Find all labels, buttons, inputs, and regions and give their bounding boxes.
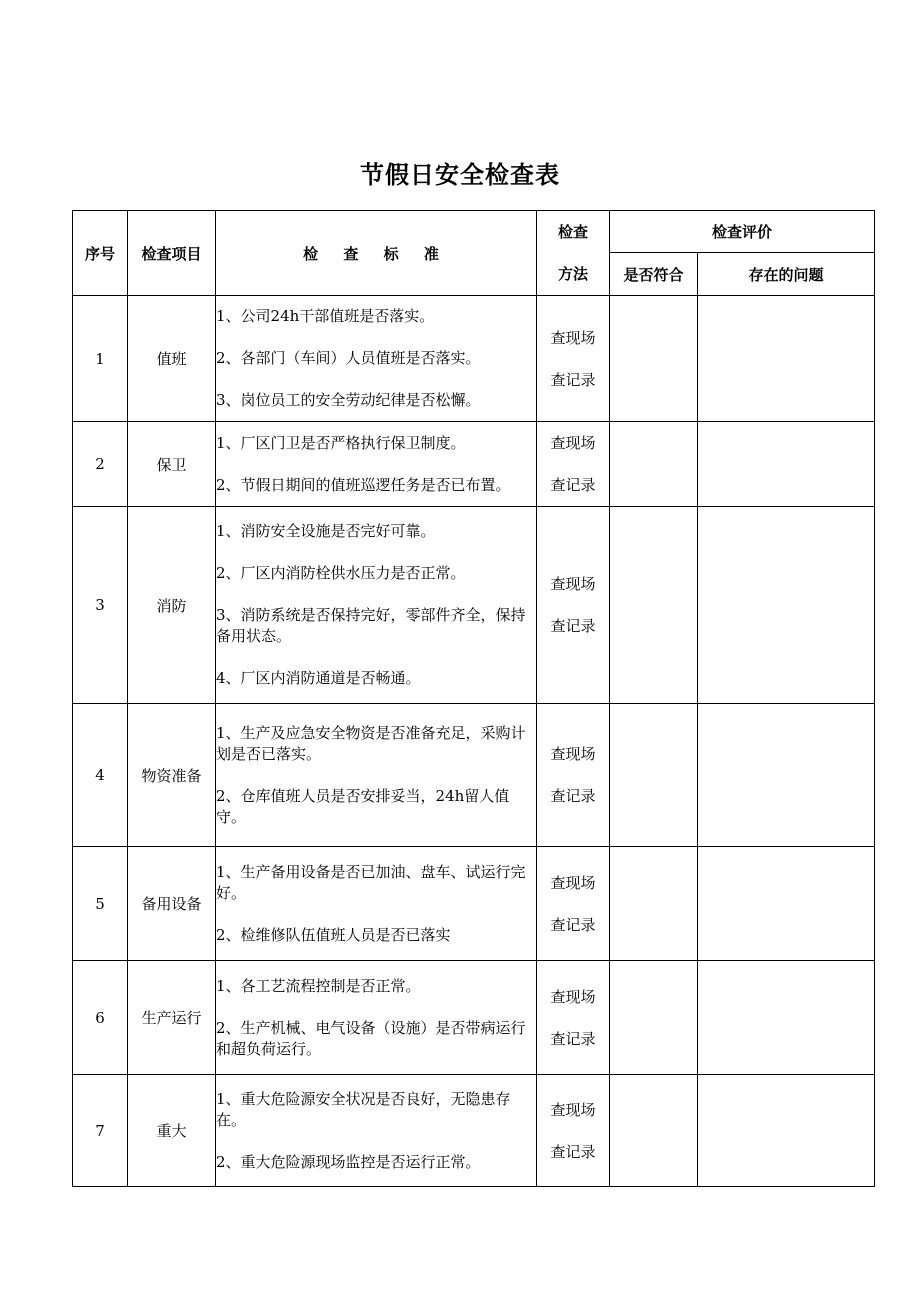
row-compliant-cell[interactable]	[610, 1075, 698, 1187]
table-row	[73, 507, 875, 704]
row-standards	[216, 704, 537, 847]
standard-line: 4、厂区内消防通道是否畅通。	[216, 669, 421, 687]
standard-line: 1、生产及应急安全物资是否准备充足，采购计划是否已落实。	[216, 723, 526, 763]
table-row	[73, 296, 875, 422]
method-onsite: 查现场	[550, 328, 596, 347]
row-method	[537, 1075, 610, 1187]
row-standards	[216, 507, 537, 704]
method-records: 查记录	[550, 617, 596, 635]
inspection-table	[72, 210, 875, 1187]
standard-line: 2、重大危险源现场监控是否运行正常。	[216, 1152, 481, 1171]
row-issues-cell[interactable]	[698, 961, 875, 1075]
row-issues-cell[interactable]	[698, 1075, 875, 1187]
header-method-line1: 检查	[557, 223, 588, 241]
row-number: 1	[73, 296, 128, 422]
standard-line: 2、厂区内消防栓供水压力是否正常。	[216, 564, 466, 582]
row-item: 重大	[128, 1075, 216, 1187]
row-method	[537, 422, 610, 507]
table-row	[73, 422, 875, 507]
row-item: 生产运行	[128, 961, 216, 1075]
method-onsite: 查现场	[550, 745, 596, 763]
row-compliant-cell[interactable]	[610, 847, 698, 961]
method-onsite: 查现场	[550, 873, 596, 892]
row-item: 备用设备	[128, 847, 216, 961]
header-seq: 序号	[73, 211, 128, 296]
header-item: 检查项目	[128, 211, 216, 296]
header-method-line2: 方法	[557, 265, 588, 283]
method-records: 查记录	[550, 787, 596, 805]
standard-line: 3、消防系统是否保持完好，零部件齐全，保持备用状态。	[216, 606, 526, 645]
header-compliant: 是否符合	[610, 253, 698, 296]
table-row	[73, 704, 875, 847]
row-item: 值班	[128, 296, 216, 422]
row-number: 4	[73, 704, 128, 847]
row-issues-cell[interactable]	[698, 847, 875, 961]
row-issues-cell[interactable]	[698, 704, 875, 847]
row-method	[537, 507, 610, 704]
method-onsite: 查现场	[550, 987, 596, 1006]
row-standards	[216, 961, 537, 1075]
header-standard: 检 查 标 准	[216, 211, 537, 296]
header-issues: 存在的问题	[698, 253, 875, 296]
row-standards	[216, 422, 537, 507]
row-method	[537, 847, 610, 961]
standard-line: 2、节假日期间的值班巡逻任务是否已布置。	[216, 475, 511, 494]
standard-line: 1、生产备用设备是否已加油、盘车、试运行完好。	[216, 862, 526, 902]
standard-line: 2、生产机械、电气设备（设施）是否带病运行和超负荷运行。	[216, 1018, 526, 1058]
row-compliant-cell[interactable]	[610, 961, 698, 1075]
header-evaluation: 检查评价	[610, 211, 875, 253]
standard-line: 2、仓库值班人员是否安排妥当，24h留人值守。	[216, 786, 510, 826]
standard-line: 2、各部门（车间）人员值班是否落实。	[216, 349, 481, 367]
row-compliant-cell[interactable]	[610, 422, 698, 507]
method-records: 查记录	[550, 370, 596, 389]
row-standards	[216, 847, 537, 961]
method-onsite: 查现场	[550, 575, 596, 593]
table-row	[73, 961, 875, 1075]
standard-line: 1、消防安全设施是否完好可靠。	[216, 522, 436, 540]
row-standards	[216, 1075, 537, 1187]
standard-line: 1、各工艺流程控制是否正常。	[216, 976, 421, 995]
header-method	[537, 211, 610, 296]
standard-line: 1、公司24h干部值班是否落实。	[216, 307, 435, 325]
page-title: 节假日安全检查表	[360, 161, 560, 189]
row-number: 2	[73, 422, 128, 507]
row-compliant-cell[interactable]	[610, 296, 698, 422]
method-onsite: 查现场	[550, 1100, 596, 1119]
row-compliant-cell[interactable]	[610, 507, 698, 704]
row-item: 消防	[128, 507, 216, 704]
standard-line: 1、重大危险源安全状况是否良好，无隐患存在。	[216, 1089, 511, 1129]
row-standards	[216, 296, 537, 422]
row-item: 物资准备	[128, 704, 216, 847]
standard-line: 1、厂区门卫是否严格执行保卫制度。	[216, 433, 466, 452]
table-row	[73, 1075, 875, 1187]
standard-line: 3、岗位员工的安全劳动纪律是否松懈。	[216, 391, 481, 409]
method-records: 查记录	[550, 915, 596, 934]
row-number: 6	[73, 961, 128, 1075]
row-number: 5	[73, 847, 128, 961]
method-records: 查记录	[550, 1142, 596, 1161]
row-issues-cell[interactable]	[698, 507, 875, 704]
method-records: 查记录	[550, 1029, 596, 1048]
method-records: 查记录	[550, 476, 596, 494]
row-issues-cell[interactable]	[698, 296, 875, 422]
row-method	[537, 296, 610, 422]
table-row	[73, 847, 875, 961]
row-number: 7	[73, 1075, 128, 1187]
method-onsite: 查现场	[550, 434, 596, 452]
row-item: 保卫	[128, 422, 216, 507]
row-compliant-cell[interactable]	[610, 704, 698, 847]
row-method	[537, 961, 610, 1075]
row-issues-cell[interactable]	[698, 422, 875, 507]
row-method	[537, 704, 610, 847]
row-number: 3	[73, 507, 128, 704]
standard-line: 2、检维修队伍值班人员是否已落实	[216, 925, 451, 944]
